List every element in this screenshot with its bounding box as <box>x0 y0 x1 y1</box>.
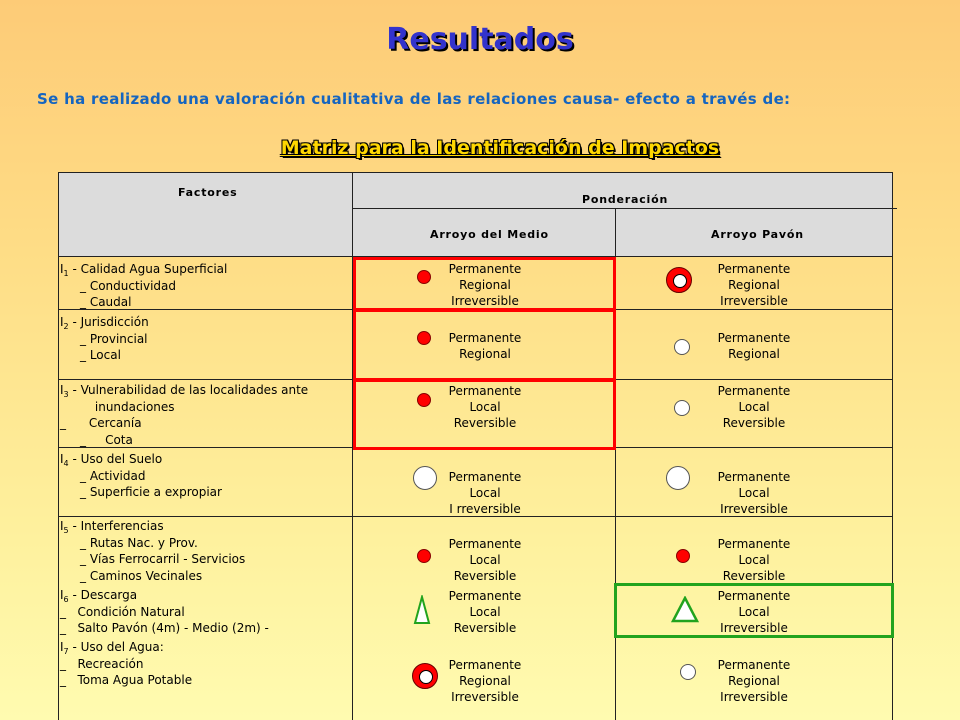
factor-item: _ Actividad <box>80 468 146 483</box>
highlight-box-red <box>353 379 616 450</box>
matrix-title: Matriz para la Identificación de Impactos <box>280 137 720 159</box>
factor-item: _ Recreación <box>60 656 144 671</box>
red-dot-icon <box>417 549 431 563</box>
factor-i3: $I_3$ - Vulnerabilidad de las localidades ante inundaciones _ Cercanía _ Cota <box>60 383 309 447</box>
factor-item: _ Toma Agua Potable <box>60 673 193 687</box>
page-title: Resultados <box>386 22 574 57</box>
cell-i7-arroyo-pavon: Permanente Regional Irreversible <box>717 658 791 704</box>
cell-i4-arroyo-pavon: Permanente Local Irreversible <box>717 470 791 516</box>
table-border-top <box>58 172 893 173</box>
header-background <box>58 172 893 256</box>
cell-i1-arroyo-pavon: Permanente Regional Irreversible <box>717 262 791 308</box>
factores-header: Factores <box>178 186 238 199</box>
cell-i6-arroyo-pavon: Permanente Local Irreversible <box>717 589 791 635</box>
table-border-left <box>58 172 59 720</box>
subtitle: Se ha realizado una valoración cualitativa de las relaciones causa- efecto a través de: <box>37 90 791 108</box>
highlight-box-red <box>353 309 616 381</box>
factor-item: _ Conductividad <box>80 278 177 293</box>
factor-item: _ Cercanía <box>60 416 142 430</box>
factor-i4: $I_4$ - Uso del Suelo _ Actividad _ Superficie a expropiar <box>60 452 222 499</box>
factor-item: _ Condición Natural <box>60 604 185 619</box>
highlight-box-red <box>353 257 616 311</box>
factor-i5: $I_5$ - Interferencias _ Rutas Nac. y Prov. _ Vías Ferrocarril - Servicios _ Caminos Vecinales <box>60 519 246 583</box>
white-circle-icon <box>680 664 696 680</box>
cell-i2-arroyo-del-medio: Permanente Regional <box>448 331 522 361</box>
factor-item: _ Caudal <box>80 295 132 309</box>
cell-i3-arroyo-del-medio: Permanente Local Reversible <box>448 384 522 430</box>
red-ring-icon <box>412 663 438 689</box>
cell-i2-arroyo-pavon: Permanente Regional <box>717 331 791 361</box>
red-dot-icon <box>676 549 690 563</box>
green-triangle-icon <box>413 595 431 625</box>
cell-i4-arroyo-del-medio: Permanente Local I rreversible <box>448 470 522 516</box>
factor-item: _ Local <box>80 348 121 362</box>
cell-i6-arroyo-del-medio: Permanente Local Reversible <box>448 589 522 635</box>
cell-i7-arroyo-del-medio: Permanente Regional Irreversible <box>448 658 522 704</box>
header-divider <box>352 208 897 209</box>
white-circle-icon <box>666 466 690 490</box>
red-ring-icon <box>666 267 692 293</box>
factor-item: _ Superficie a expropiar <box>80 485 222 499</box>
ponderacion-header: Ponderación <box>582 193 669 206</box>
column-header-arroyo-pavon: Arroyo Pavón <box>711 228 804 241</box>
factor-item: _ Caminos Vecinales <box>80 568 203 583</box>
factor-i1: $I_1$ - Calidad Agua Superficial _ Conductividad _ Caudal <box>60 262 228 309</box>
cell-i5-arroyo-pavon: Permanente Local Reversible <box>717 537 791 583</box>
factor-item: _ Provincial <box>80 331 148 346</box>
cell-i1-arroyo-del-medio: Permanente Regional Irreversible <box>448 262 522 308</box>
factor-i7: $I_7$ - Uso del Agua: _ Recreación _ Toma Agua Potable <box>60 640 193 687</box>
factor-item: _ Vías Ferrocarril - Servicios <box>80 552 246 566</box>
white-circle-icon <box>674 400 690 416</box>
highlight-box-green <box>614 583 894 638</box>
factor-item: _ Salto Pavón (4m) - Medio (2m) - <box>60 621 269 635</box>
white-circle-icon <box>413 466 437 490</box>
factor-item: inundaciones <box>72 399 175 414</box>
white-circle-icon <box>674 339 690 355</box>
factor-item: _ Rutas Nac. y Prov. <box>80 535 198 550</box>
column-header-arroyo-del-medio: Arroyo del Medio <box>430 228 549 241</box>
factor-i6: $I_6$ - Descarga _ Condición Natural _ Salto Pavón (4m) - Medio (2m) - <box>60 588 269 635</box>
factor-i2: $I_2$ - Jurisdicción _ Provincial _ Local <box>60 315 149 362</box>
factor-item: _ Cota <box>80 432 133 447</box>
cell-i3-arroyo-pavon: Permanente Local Reversible <box>717 384 791 430</box>
cell-i5-arroyo-del-medio: Permanente Local Reversible <box>448 537 522 583</box>
